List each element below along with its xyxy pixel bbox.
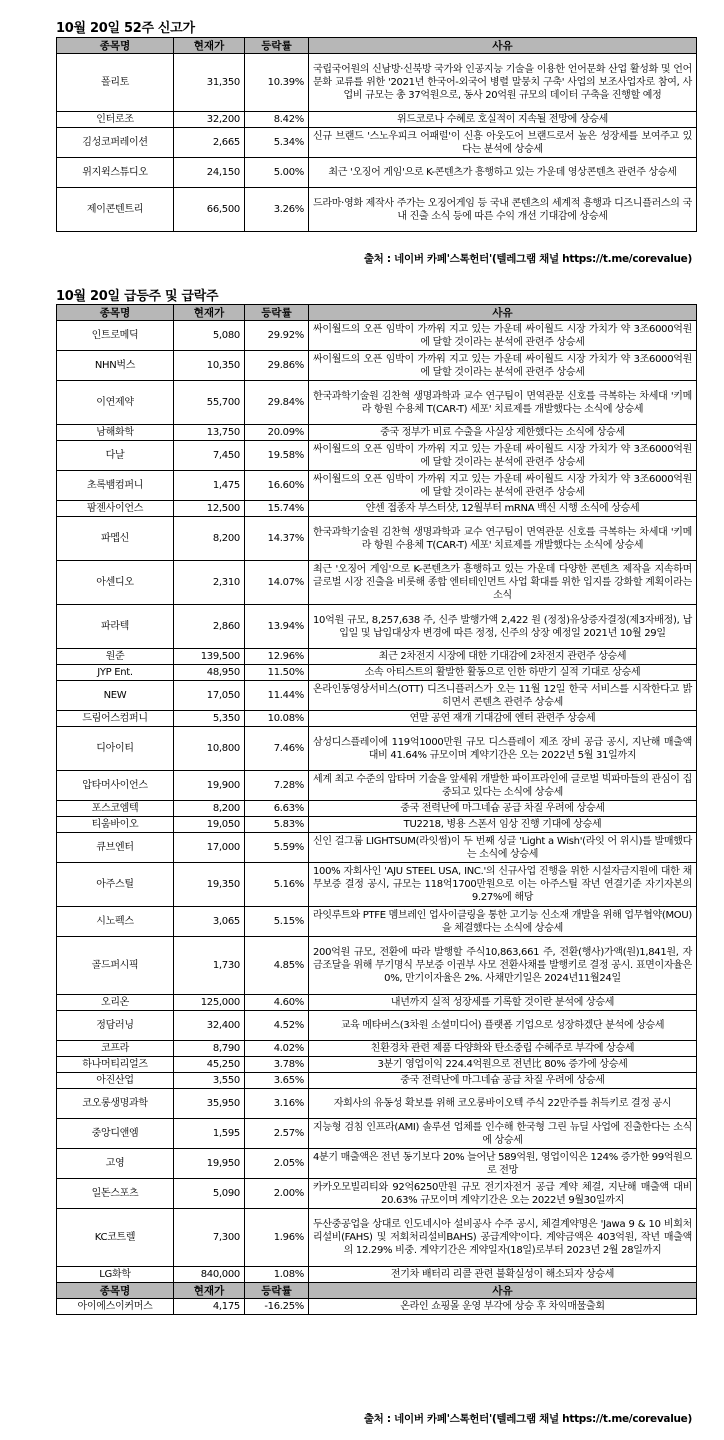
- table-row: [57, 54, 697, 112]
- price-cell: 5,080: [174, 321, 245, 351]
- stock-name-cell: 압타머사이언스: [57, 771, 174, 801]
- stock-name-cell: KC코트렐: [57, 1209, 174, 1267]
- col-header-price: 현재가: [174, 305, 245, 321]
- change-cell: 11.44%: [245, 681, 309, 711]
- reason-cell: 교육 메타버스(3차원 소셜미디어) 플랫폼 기업으로 성장하겠단 분석에 상승세: [309, 1011, 697, 1041]
- change-cell: 20.09%: [245, 425, 309, 441]
- reason-cell: 전기차 배터리 리콜 관련 불확실성이 해소되자 상승세: [309, 1267, 697, 1283]
- price-cell: 10,350: [174, 351, 245, 381]
- stock-name-cell: 시노펙스: [57, 907, 174, 937]
- change-cell: 1.08%: [245, 1267, 309, 1283]
- losers-col-header-price: 현재가: [174, 1283, 245, 1299]
- table-row: [57, 381, 697, 425]
- price-cell: 1,595: [174, 1119, 245, 1149]
- price-cell: 8,200: [174, 801, 245, 817]
- reason-cell: 최근 '오징어 게임'으로 K-콘텐츠가 흥행하고 있는 가운데 다양한 콘텐츠 제작을 지속하며 글로벌 시장 진출을 비롯해 종합 엔터테인먼트 사업 확대를 위한 입지를 강화할 계획이라는 소식: [309, 561, 697, 605]
- reason-cell: 싸이월드의 오픈 임박이 가까워 지고 있는 가운데 싸이월드 시장 가치가 약 3조6000억원에 달할 것이라는 분석에 관련주 상승세: [309, 351, 697, 381]
- reason-cell: 최근 2차전지 시장에 대한 기대감에 2차전지 관련주 상승세: [309, 649, 697, 665]
- col-header-reason: 사유: [309, 305, 697, 321]
- reason-cell: 한국과학기술원 김찬혁 생명과학과 교수 연구팀이 면역관문 신호를 극복하는 차세대 '키메라 항원 수용체 T(CAR-T) 세포' 치료제를 개발했다는 소식에 상승세: [309, 381, 697, 425]
- price-cell: 1,730: [174, 937, 245, 995]
- change-cell: 15.74%: [245, 501, 309, 517]
- change-cell: 14.37%: [245, 517, 309, 561]
- high52-title: 10월 20일 52주 신고가: [56, 21, 195, 36]
- stock-name-cell: 인트로메딕: [57, 321, 174, 351]
- price-cell: 5,350: [174, 711, 245, 727]
- stock-name-cell: 파멥신: [57, 517, 174, 561]
- reason-cell: 지능형 검침 인프라(AMI) 솔루션 업체를 인수해 한국형 그린 뉴딜 사업에 진출한다는 소식에 상승세: [309, 1119, 697, 1149]
- stock-name-cell: 티움바이오: [57, 817, 174, 833]
- table-row: [57, 1011, 697, 1041]
- reason-cell: 얀센 접종자 부스터샷, 12월부터 mRNA 백신 시행 소식에 상승세: [309, 501, 697, 517]
- table-row: [57, 1149, 697, 1179]
- price-cell: 5,090: [174, 1179, 245, 1209]
- stock-name-cell: 초록뱀컴퍼니: [57, 471, 174, 501]
- stock-name-cell: 파라텍: [57, 605, 174, 649]
- change-cell: 19.58%: [245, 441, 309, 471]
- change-cell: 29.92%: [245, 321, 309, 351]
- table-row: [57, 321, 697, 351]
- change-cell: 29.86%: [245, 351, 309, 381]
- table-row: [57, 801, 697, 817]
- movers-source: 출처 : 네이버 카페'스톡헌터'(텔레그램 채널 https://t.me/corevalue): [363, 1413, 692, 1425]
- table-row: [57, 995, 697, 1011]
- stock-name-cell: 위지윅스튜디오: [57, 158, 174, 188]
- price-cell: 7,450: [174, 441, 245, 471]
- reason-cell: 최근 '오징어 게임'으로 K-콘텐츠가 흥행하고 있는 가운데 영상콘텐츠 관련주 상승세: [309, 158, 697, 188]
- stock-name-cell: 코오롱생명과학: [57, 1089, 174, 1119]
- change-cell: 29.84%: [245, 381, 309, 425]
- price-cell: 45,250: [174, 1057, 245, 1073]
- change-cell: 8.42%: [245, 112, 309, 128]
- reason-cell: 소속 아티스트의 활발한 활동으로 인한 하반기 실적 기대로 상승세: [309, 665, 697, 681]
- col-header-name: 종목명: [57, 38, 174, 54]
- change-cell: 2.57%: [245, 1119, 309, 1149]
- reason-cell: 4분기 매출액은 전년 동기보다 20% 늘어난 589억원, 영업이익은 124% 증가한 99억원으로 전망: [309, 1149, 697, 1179]
- change-cell: 5.00%: [245, 158, 309, 188]
- stock-name-cell: 고영: [57, 1149, 174, 1179]
- price-cell: 8,790: [174, 1041, 245, 1057]
- table-row: [57, 1057, 697, 1073]
- col-header-change: 등락률: [245, 38, 309, 54]
- table-row: [57, 1041, 697, 1057]
- change-cell: 16.60%: [245, 471, 309, 501]
- change-cell: 6.63%: [245, 801, 309, 817]
- table-row: [57, 605, 697, 649]
- losers-col-header-reason: 사유: [309, 1283, 697, 1299]
- col-header-price: 현재가: [174, 38, 245, 54]
- change-cell: 10.39%: [245, 54, 309, 112]
- stock-name-cell: 김성코퍼레이션: [57, 128, 174, 158]
- table-row: [57, 727, 697, 771]
- price-cell: 32,200: [174, 112, 245, 128]
- table-row: [57, 351, 697, 381]
- reason-cell: 싸이월드의 오픈 임박이 가까워 지고 있는 가운데 싸이월드 시장 가치가 약 3조6000억원에 달할 것이라는 분석에 관련주 상승세: [309, 321, 697, 351]
- table-row: [57, 561, 697, 605]
- reason-cell: TU2218, 병용 스폰서 임상 진행 기대에 상승세: [309, 817, 697, 833]
- change-cell: 3.26%: [245, 188, 309, 232]
- reason-cell: 100% 자회사인 'AJU STEEL USA, INC.'의 신규사업 진행을 위한 시설자금지원에 대한 채무보증 결정 공시, 규모는 118억1700만원으로 이는 아주스틸 작년 연결기준 자기자본의 9.27%에 해당: [309, 863, 697, 907]
- table-row: [57, 863, 697, 907]
- col-header-change: 등락률: [245, 305, 309, 321]
- stock-name-cell: 골드퍼시픽: [57, 937, 174, 995]
- change-cell: 1.96%: [245, 1209, 309, 1267]
- price-cell: 7,300: [174, 1209, 245, 1267]
- price-cell: 19,900: [174, 771, 245, 801]
- movers-table: [56, 304, 697, 1315]
- table-row: [57, 1119, 697, 1149]
- losers-col-header-name: 종목명: [57, 1283, 174, 1299]
- reason-cell: 위드코로나 수혜로 호실적이 지속될 전망에 상승세: [309, 112, 697, 128]
- losers-col-header-change: 등락률: [245, 1283, 309, 1299]
- stock-name-cell: 인터로조: [57, 112, 174, 128]
- price-cell: 139,500: [174, 649, 245, 665]
- reason-cell: 자회사의 유동성 확보를 위해 코오롱바이오텍 주식 22만주를 취득키로 결정 공시: [309, 1089, 697, 1119]
- table-header-row: [57, 38, 697, 54]
- change-cell: 5.59%: [245, 833, 309, 863]
- table-row: [57, 817, 697, 833]
- stock-name-cell: 큐브엔터: [57, 833, 174, 863]
- stock-name-cell: LG화학: [57, 1267, 174, 1283]
- reason-cell: 드라마·영화 제작사 주가는 오징어게임 등 국내 콘텐츠의 세계적 흥행과 디즈니플러스의 국내 진출 소식 등에 따른 수익 개선 기대감에 상승세: [309, 188, 697, 232]
- table-row: [57, 907, 697, 937]
- stock-name-cell: NHN벅스: [57, 351, 174, 381]
- price-cell: 19,950: [174, 1149, 245, 1179]
- price-cell: 24,150: [174, 158, 245, 188]
- change-cell: 4.60%: [245, 995, 309, 1011]
- change-cell: 10.08%: [245, 711, 309, 727]
- reason-cell: 두산중공업을 상대로 인도네시아 설비공사 수주 공시, 체결계약명은 'Jawa 9 & 10 비회처리설비(FAHS) 및 저회처리설비BAHS) 공급계약'이다. 계약금액은 403억원, 작년 매출액의 12.29% 비중. 계약기간은 계약일자(18일)로부터 2023년 2월 28일까지: [309, 1209, 697, 1267]
- change-cell: 5.34%: [245, 128, 309, 158]
- price-cell: 19,350: [174, 863, 245, 907]
- price-cell: 13,750: [174, 425, 245, 441]
- price-cell: 3,065: [174, 907, 245, 937]
- change-cell: 11.50%: [245, 665, 309, 681]
- stock-name-cell: 일돈스포츠: [57, 1179, 174, 1209]
- price-cell: 2,665: [174, 128, 245, 158]
- stock-name-cell: 팜젠사이언스: [57, 501, 174, 517]
- table-row: [57, 665, 697, 681]
- price-cell: 125,000: [174, 995, 245, 1011]
- table-row: [57, 128, 697, 158]
- reason-cell: 싸이월드의 오픈 임박이 가까워 지고 있는 가운데 싸이월드 시장 가치가 약 3조6000억원에 달할 것이라는 분석에 관련주 상승세: [309, 471, 697, 501]
- stock-name-cell: 하나머티리얼즈: [57, 1057, 174, 1073]
- stock-name-cell: 제이콘텐트리: [57, 188, 174, 232]
- price-cell: 12,500: [174, 501, 245, 517]
- reason-cell: 세계 최고 수준의 압타머 기술을 앞세워 개발한 파이프라인에 글로벌 빅파마들의 관심이 집중되고 있다는 소식에 상승세: [309, 771, 697, 801]
- reason-cell: 삼성디스플레이에 119억1000만원 규모 디스플레이 제조 장비 공급 공시, 지난해 매출액 대비 41.64% 규모이며 계약기간은 오는 2022년 5월 31일까지: [309, 727, 697, 771]
- reason-cell: 라잇루트와 PTFE 멤브레인 업사이클링을 통한 고기능 신소재 개발을 위해 업무협약(MOU)을 체결했다는 소식에 상승세: [309, 907, 697, 937]
- stock-name-cell: JYP Ent.: [57, 665, 174, 681]
- change-cell: 12.96%: [245, 649, 309, 665]
- stock-name-cell: 이연제약: [57, 381, 174, 425]
- table-row: [57, 771, 697, 801]
- table-row: [57, 112, 697, 128]
- reason-cell: 중국 전력난에 마그네슘 공급 차질 우려에 상승세: [309, 1073, 697, 1089]
- table-row: [57, 471, 697, 501]
- stock-name-cell: 디아이티: [57, 727, 174, 771]
- price-cell: 19,050: [174, 817, 245, 833]
- stock-name-cell: 정담러닝: [57, 1011, 174, 1041]
- reason-cell: 중국 전력난에 마그네슘 공급 차질 우려에 상승세: [309, 801, 697, 817]
- stock-name-cell: 아이에스이커머스: [57, 1299, 174, 1315]
- price-cell: 32,400: [174, 1011, 245, 1041]
- col-header-reason: 사유: [309, 38, 697, 54]
- change-cell: 3.78%: [245, 1057, 309, 1073]
- table-row: [57, 1089, 697, 1119]
- change-cell: 14.07%: [245, 561, 309, 605]
- table-header-row: [57, 305, 697, 321]
- table-row: [57, 937, 697, 995]
- table-row: [57, 1267, 697, 1283]
- stock-name-cell: 아진산업: [57, 1073, 174, 1089]
- reason-cell: 중국 정부가 비료 수출을 사실상 제한했다는 소식에 상승세: [309, 425, 697, 441]
- change-cell: 7.28%: [245, 771, 309, 801]
- change-cell: 2.05%: [245, 1149, 309, 1179]
- price-cell: 2,310: [174, 561, 245, 605]
- price-cell: 840,000: [174, 1267, 245, 1283]
- stock-name-cell: 코프라: [57, 1041, 174, 1057]
- reason-cell: 신규 브랜드 '스노우피크 어패럴'이 신흥 아웃도어 브랜드로서 높은 성장세를 보여주고 있다는 분석에 상승세: [309, 128, 697, 158]
- change-cell: 3.65%: [245, 1073, 309, 1089]
- reason-cell: 3분기 영업이익 224.4억원으로 전년比 80% 증가에 상승세: [309, 1057, 697, 1073]
- change-cell: 4.02%: [245, 1041, 309, 1057]
- reason-cell: 카카오모빌리티와 92억6250만원 규모 전기자전거 공급 계약 체결, 지난해 매출액 대비 20.63% 규모이며 계약기간은 오는 2022년 9월30일까지: [309, 1179, 697, 1209]
- reason-cell: 국립국어원의 신남방·신북방 국가와 인공지능 기술을 이용한 언어문화 산업 활성화 및 언어문화 교류를 위한 '2021년 한국어-외국어 병렬 말뭉치 구축' 사업의 보조사업자로 참여, 사업비 규모는 총 37억원으로, 동사 20억원 규모의 데이터 구축을 진행할 예정: [309, 54, 697, 112]
- stock-name-cell: 남해화학: [57, 425, 174, 441]
- table-row: [57, 425, 697, 441]
- stock-name-cell: 드림어스컴퍼니: [57, 711, 174, 727]
- reason-cell: 싸이월드의 오픈 임박이 가까워 지고 있는 가운데 싸이월드 시장 가치가 약 3조6000억원에 달할 것이라는 분석에 관련주 상승세: [309, 441, 697, 471]
- price-cell: 10,800: [174, 727, 245, 771]
- stock-name-cell: 다날: [57, 441, 174, 471]
- stock-name-cell: 폴리토: [57, 54, 174, 112]
- table-row: [57, 517, 697, 561]
- price-cell: 55,700: [174, 381, 245, 425]
- reason-cell: 온라인동영상서비스(OTT) 디즈니플러스가 오는 11월 12일 한국 서비스를 시작한다고 밝히면서 콘텐츠 관련주 상승세: [309, 681, 697, 711]
- losers-header-row: [57, 1283, 697, 1299]
- price-cell: 48,950: [174, 665, 245, 681]
- price-cell: 8,200: [174, 517, 245, 561]
- change-cell: 7.46%: [245, 727, 309, 771]
- reason-cell: 온라인 쇼핑몰 운영 부각에 상승 후 차익매물출회: [309, 1299, 697, 1315]
- reason-cell: 한국과학기술원 김찬혁 생명과학과 교수 연구팀이 면역관문 신호를 극복하는 차세대 '키메라 항원 수용체 T(CAR-T) 세포' 치료제를 개발했다는 소식에 상승세: [309, 517, 697, 561]
- change-cell: -16.25%: [245, 1299, 309, 1315]
- table-row: [57, 833, 697, 863]
- reason-cell: 신인 걸그룹 LIGHTSUM(라잇썸)이 두 번째 싱글 'Light a Wish'(라잇 어 위시)를 발매했다는 소식에 상승세: [309, 833, 697, 863]
- table-row: [57, 681, 697, 711]
- price-cell: 3,550: [174, 1073, 245, 1089]
- col-header-name: 종목명: [57, 305, 174, 321]
- stock-name-cell: 원준: [57, 649, 174, 665]
- reason-cell: 친환경차 관련 제품 다양화와 탄소중립 수혜주로 부각에 상승세: [309, 1041, 697, 1057]
- table-row: [57, 1209, 697, 1267]
- price-cell: 17,050: [174, 681, 245, 711]
- change-cell: 4.52%: [245, 1011, 309, 1041]
- stock-name-cell: NEW: [57, 681, 174, 711]
- table-row: [57, 158, 697, 188]
- price-cell: 4,175: [174, 1299, 245, 1315]
- reason-cell: 10억원 규모, 8,257,638 주, 신주 발행가액 2,422 원 (정정)유상증자결정(제3자배정), 납입일 및 납입대상자 변경에 따른 정정, 신주의 상장 예정일 2021년 10월 29일: [309, 605, 697, 649]
- stock-name-cell: 포스코엠텍: [57, 801, 174, 817]
- change-cell: 2.00%: [245, 1179, 309, 1209]
- reason-cell: 200억원 규모, 전환에 따라 발행할 주식10,863,661 주, 전환(행사)가액(원)1,841원, 자금조달을 위해 무기명식 무보증 이권부 사모 전환사채를 발행키로 결정 공시. 표면이자율은 0%, 만기이자율은 2%. 사채만기일은 2024년11월24일: [309, 937, 697, 995]
- change-cell: 5.83%: [245, 817, 309, 833]
- change-cell: 3.16%: [245, 1089, 309, 1119]
- price-cell: 2,860: [174, 605, 245, 649]
- change-cell: 4.85%: [245, 937, 309, 995]
- stock-name-cell: 아주스틸: [57, 863, 174, 907]
- table-row: [57, 1073, 697, 1089]
- table-row: [57, 501, 697, 517]
- change-cell: 5.15%: [245, 907, 309, 937]
- price-cell: 66,500: [174, 188, 245, 232]
- reason-cell: 내년까지 실적 성장세를 기록할 것이란 분석에 상승세: [309, 995, 697, 1011]
- change-cell: 5.16%: [245, 863, 309, 907]
- reason-cell: 연말 공연 재개 기대감에 엔터 관련주 상승세: [309, 711, 697, 727]
- price-cell: 35,950: [174, 1089, 245, 1119]
- high52-source: 출처 : 네이버 카페'스톡헌터'(텔레그램 채널 https://t.me/corevalue): [363, 253, 692, 265]
- high52-table: [56, 37, 697, 232]
- price-cell: 31,350: [174, 54, 245, 112]
- price-cell: 1,475: [174, 471, 245, 501]
- stock-name-cell: 아센디오: [57, 561, 174, 605]
- movers-title: 10월 20일 급등주 및 급락주: [56, 289, 219, 304]
- table-row: [57, 711, 697, 727]
- change-cell: 13.94%: [245, 605, 309, 649]
- stock-name-cell: 오리온: [57, 995, 174, 1011]
- table-row: [57, 1179, 697, 1209]
- price-cell: 17,000: [174, 833, 245, 863]
- stock-name-cell: 중앙디앤엠: [57, 1119, 174, 1149]
- table-row: [57, 1299, 697, 1315]
- table-row: [57, 188, 697, 232]
- table-row: [57, 441, 697, 471]
- table-row: [57, 649, 697, 665]
